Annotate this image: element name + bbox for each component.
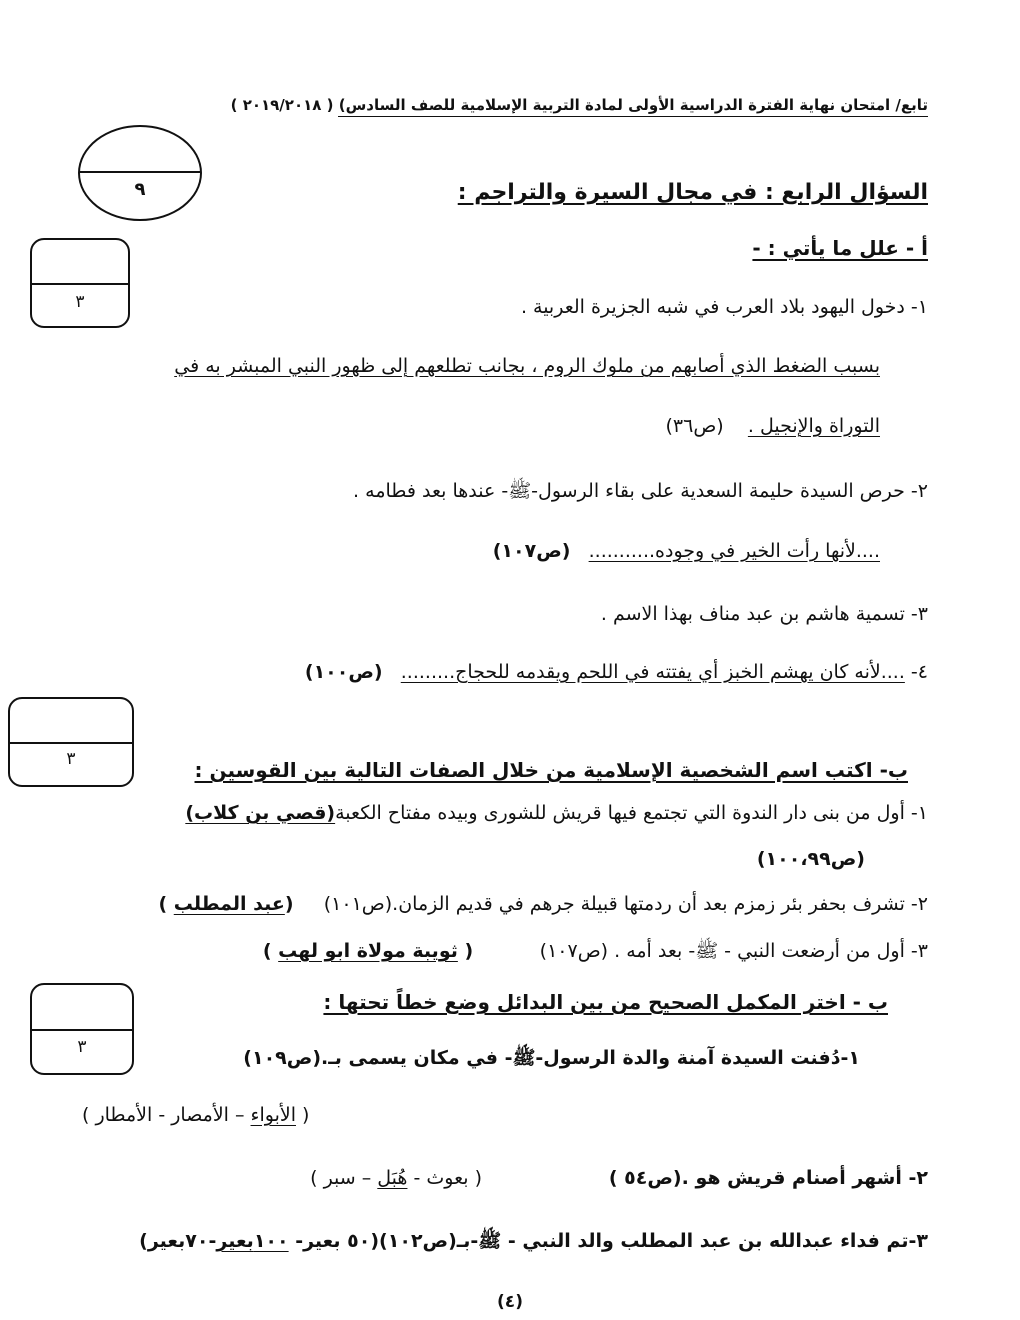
score-box-part-a xyxy=(30,238,130,328)
question4-title: السؤال الرابع : في مجال السيرة والتراجم : xyxy=(457,180,928,205)
c-options-2-open: ( بعوث - xyxy=(407,1167,482,1189)
answer-1-ref: (ص٣٦) xyxy=(665,415,724,437)
box-divider xyxy=(10,742,132,744)
c-options-1-open: ( xyxy=(295,1104,310,1126)
part-c-question-3 xyxy=(139,1229,928,1257)
b-answer-3-open: ( xyxy=(457,940,474,962)
c-correct-option-2: هُبَل xyxy=(377,1167,408,1189)
box-divider xyxy=(32,1029,132,1031)
part-b-question-2 xyxy=(158,893,928,915)
b-answer-2-close: ) xyxy=(158,893,174,915)
total-score: ٩ xyxy=(134,179,146,200)
c-options-3-rest: -٧٠بعير) xyxy=(139,1230,217,1252)
b-answer-2: عبد المطلب xyxy=(173,893,285,915)
answer-2-ref: (ص١٠٧) xyxy=(492,540,571,562)
part-a-question-2: ٢- حرص السيدة حليمة السعدية على بقاء الرسول-ﷺ- عندها بعد فطامه . xyxy=(353,480,928,502)
score-box-part-c xyxy=(30,983,134,1075)
c-question-2-text: ٢- أشهر أصنام قريش هو .(ص٥٤ ) xyxy=(608,1167,928,1189)
b-question-2-text: ٢- تشرف بحفر بئر زمزم بعد أن ردمتها قبيلة جرهم في قديم الزمان.(ص١٠١) xyxy=(323,893,928,915)
b-answer-3-close: ) xyxy=(262,940,279,962)
b-question-3-text: ٣- أول من أرضعت النبي - ﷺ- بعد أمه . (ص١٠٧) xyxy=(539,940,928,962)
part-b-question-3 xyxy=(263,939,928,967)
part-b-question-1 xyxy=(185,802,928,824)
part-a-answer-3 xyxy=(305,661,928,683)
box-divider xyxy=(32,283,128,285)
b-answer-1: (قصي بن كلاب) xyxy=(185,802,336,824)
circle-divider xyxy=(80,171,200,173)
c-options-2-rest: – سبر ) xyxy=(310,1167,378,1189)
score-part-a: ٣ xyxy=(75,292,85,312)
answer-3-text: ....لأنه كان يهشم الخبز أي يفتته في اللحم ويقدمه للحجاج......... xyxy=(400,661,905,683)
part-a-question-1: ١- دخول اليهود بلاد العرب في شبه الجزيرة العربية . xyxy=(520,296,928,318)
exam-header: تابع/ امتحان نهاية الفترة الدراسية الأولى لمادة التربية الإسلامية للصف السادس) ( ٢٠١٩/٢٠١٨ ) xyxy=(338,96,928,117)
answer-2-text: ....لأنها رأت الخير في وجوده........... xyxy=(588,540,880,562)
part-a-title: أ - علل ما يأتي : - xyxy=(752,236,928,260)
score-part-c: ٣ xyxy=(77,1037,87,1057)
part-a-answer-1-line1: بسبب الضغط الذي أصابهم من ملوك الروم ، بجانب تطلعهم إلى ظهور النبي المبشر به في xyxy=(174,355,880,377)
b-answer-1-ref: (ص١٠٠،٩٩) xyxy=(756,848,865,870)
part-c-question-1: ١-دُفنت السيدة آمنة والدة الرسول-ﷺ- في مكان يسمى بـ.(ص١٠٩) xyxy=(243,1047,860,1069)
part-b-title: ب- اكتب اسم الشخصية الإسلامية من خلال الصفات التالية بين القوسين : xyxy=(194,758,908,782)
score-box-part-b xyxy=(8,697,134,787)
part-a-answer-1-line2 xyxy=(665,415,880,437)
answer-3-ref: (ص١٠٠) xyxy=(304,661,383,683)
c-correct-option-1: الأبواء xyxy=(250,1104,296,1126)
total-score-circle xyxy=(78,125,202,221)
c-options-1-rest: – الأمصار - الأمطار ) xyxy=(82,1104,251,1126)
answer-1-text: التوراة والإنجيل . xyxy=(747,415,880,437)
part-a-question-3: ٣- تسمية هاشم بن عبد مناف بهذا الاسم . xyxy=(600,603,928,625)
b-question-1-text: ١- أول من بنى دار الندوة التي تجتمع فيها قريش للشورى وبيده مفتاح الكعبة xyxy=(335,802,928,824)
part-c-question-2 xyxy=(310,1167,928,1189)
answer-3-prefix: ٤- xyxy=(904,661,928,683)
page-number: (٤) xyxy=(497,1292,523,1312)
part-a-answer-2 xyxy=(493,540,880,562)
b-answer-3: ثويبة مولاة ابو لهب xyxy=(278,940,458,962)
part-c-title: ب - اختر المكمل الصحيح من بين البدائل وضع خطاً تحتها : xyxy=(323,990,888,1014)
part-c-options-1 xyxy=(82,1104,309,1126)
c-correct-option-3: ١٠٠بعير xyxy=(216,1230,289,1252)
c-question-3-text: ٣-تم فداء عبدالله بن عبد المطلب والد النبي - ﷺ-بـ(ص١٠٢)(٥٠ بعير- xyxy=(288,1230,928,1252)
score-part-b: ٣ xyxy=(66,749,76,769)
b-answer-2-open: ( xyxy=(284,893,294,915)
